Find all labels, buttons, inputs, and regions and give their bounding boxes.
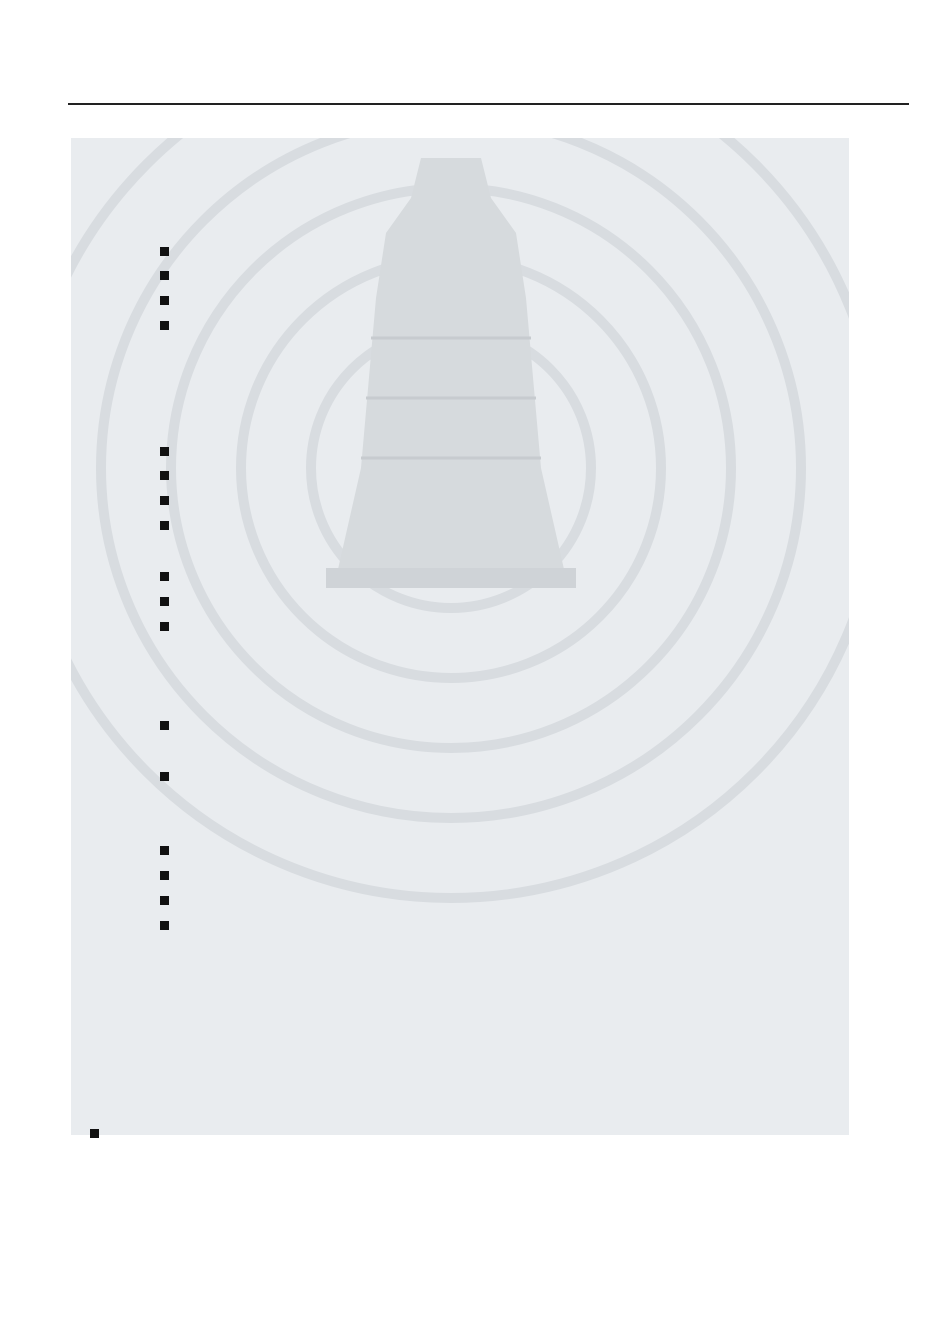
bullet: [160, 247, 169, 256]
bullet: [160, 871, 169, 880]
bullet: [160, 921, 169, 930]
bullet: [160, 572, 169, 581]
bullet: [160, 772, 169, 781]
bullet: [160, 846, 169, 855]
bullet: [160, 496, 169, 505]
bullet: [90, 1129, 99, 1138]
bullet: [160, 296, 169, 305]
bullet: [160, 271, 169, 280]
bullet: [160, 521, 169, 530]
bullet: [160, 721, 169, 730]
bullet: [160, 447, 169, 456]
bullet: [160, 321, 169, 330]
bullet: [160, 597, 169, 606]
bullet: [160, 622, 169, 631]
bullet: [160, 896, 169, 905]
bullet: [160, 471, 169, 480]
